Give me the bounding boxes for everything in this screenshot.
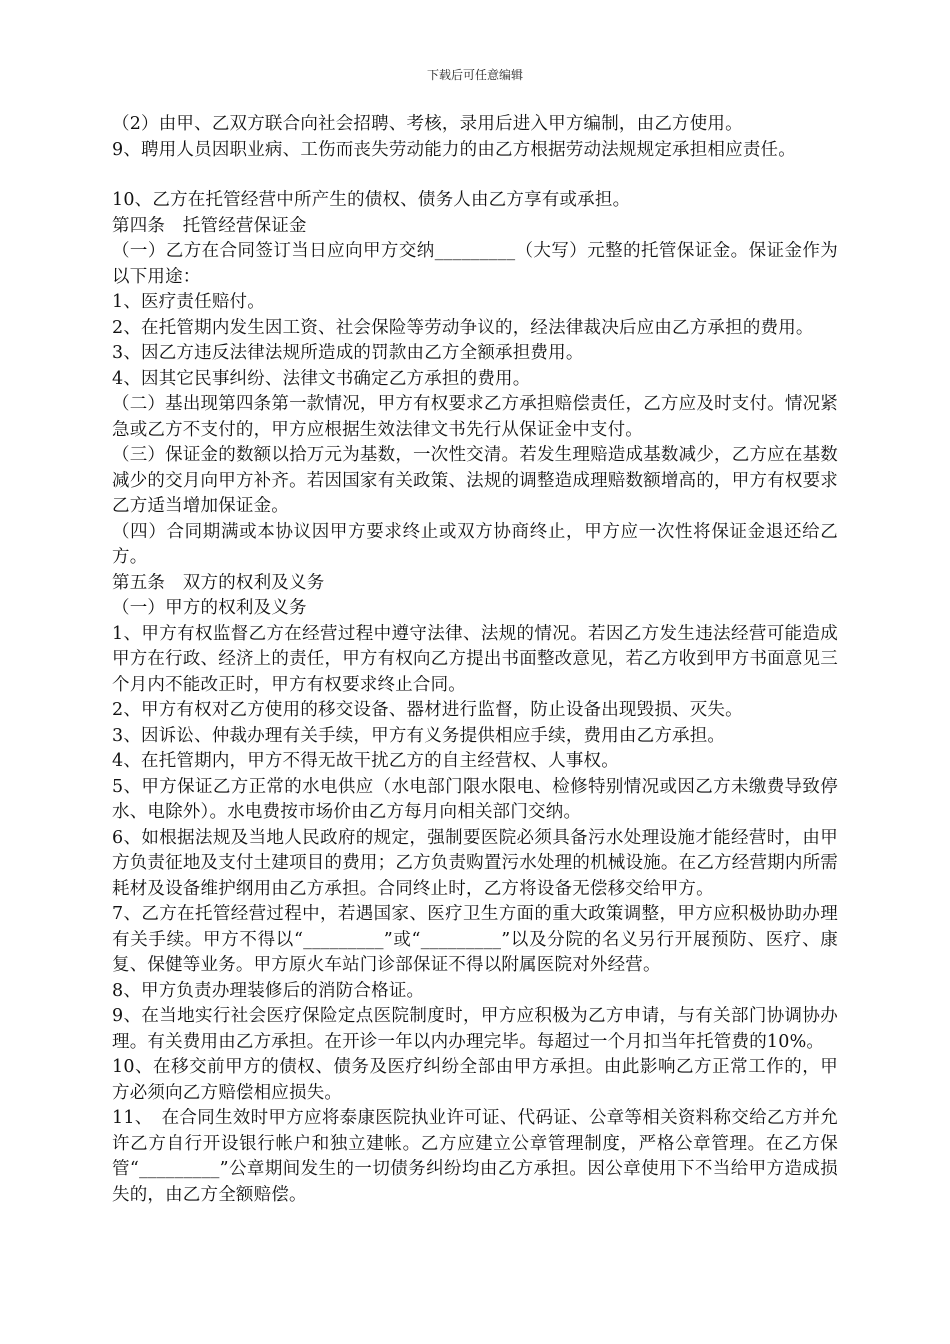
list-item: 11、 在合同生效时甲方应将泰康医院执业许可证、代码证、公章等相关资料称交给乙方并允许乙方自行开设银行帐户和独立建帐。乙方应建立公章管理制度，严格公章管理。在乙方保管“_________”公章期间发生的一切债务纠纷均由乙方承担。因公章使用下不当给甲方造成损失的，由乙方全额赔偿。 — [112, 1108, 838, 1205]
document-body — [112, 112, 838, 1208]
paragraph: 10、乙方在托管经营中所产生的债权、债务人由乙方享有或承担。 — [112, 190, 631, 210]
paragraph: （二）基出现第四条第一款情况，甲方有权要求乙方承担赔偿责任，乙方应及时支付。情况紧急或乙方不支付的，甲方应根据生效法律文书先行从保证金中支付。 — [112, 394, 838, 440]
paragraph: （三）保证金的数额以拾万元为基数，一次性交清。若发生理赔造成基数减少，乙方应在基数减少的交月向甲方补齐。若因国家有关政策、法规的调整造成理赔数额增高的，甲方有权要求乙方适当增加保证金。 — [112, 445, 838, 516]
list-item: 2、在托管期内发生因工资、社会保险等劳动争议的，经法律裁决后应由乙方承担的费用。 — [112, 317, 814, 338]
list-item: 4、在托管期内，甲方不得无故干扰乙方的自主经营权、人事权。 — [112, 751, 619, 771]
list-item: 1、医疗责任赔付。 — [112, 292, 265, 312]
paragraph: （一）乙方在合同签订当日应向甲方交纳_________（大写）元整的托管保证金。保证金作为以下用途： — [112, 241, 838, 287]
paragraph: （2）由甲、乙双方联合向社会招聘、考核，录用后进入甲方编制，由乙方使用。 — [112, 114, 743, 134]
section-heading: 第四条 托管经营保证金 — [112, 215, 307, 236]
paragraph: （四）合同期满或本协议因甲方要求终止或双方协商终止，甲方应一次性将保证金退还给乙方。 — [112, 521, 838, 567]
list-item: 10、在移交前甲方的债权、债务及医疗纠纷全部由甲方承担。由此影响乙方正常工作的，甲方必须向乙方赔偿相应损失。 — [112, 1057, 838, 1103]
subsection-heading: （一）甲方的权利及义务 — [112, 598, 307, 618]
list-item: 8、甲方负责办理装修后的消防合格证。 — [112, 980, 425, 1001]
list-item: 3、因乙方违反法律法规所造成的罚款由乙方全额承担费用。 — [112, 343, 584, 363]
list-item: 6、如根据法规及当地人民政府的规定，强制要医院必须具备污水处理设施才能经营时，由甲方负责征地及支付土建项目的费用；乙方负责购置污水处理的机械设施。在乙方经营期内所需耗材及设备维护纲用由乙方承担。合同终止时，乙方将设备无偿移交给甲方。 — [112, 827, 838, 899]
list-item: 9、在当地实行社会医疗保险定点医院制度时，甲方应积极为乙方申请，与有关部门协调协办理。有关费用由乙方承担。在开诊一年以内办理完毕。每超过一个月扣当年托管费的10%。 — [112, 1006, 838, 1052]
list-item: 2、甲方有权对乙方使用的移交设备、器材进行监督，防止设备出现毁损、灭失。 — [112, 700, 743, 720]
list-item: 7、乙方在托管经营过程中，若遇国家、医疗卫生方面的重大政策调整，甲方应积极协助办理有关手续。甲方不得以“_________”或“_________”以及分院的名义另行开展预防、医疗、康复、保健等业务。甲方原火车站门诊部保证不得以附属医院对外经营。 — [112, 904, 838, 975]
list-item: 3、因诉讼、仲裁办理有关手续，甲方有义务提供相应手续，费用由乙方承担。 — [112, 725, 726, 746]
section-heading: 第五条 双方的权利及义务 — [112, 572, 325, 593]
list-item: 4、因其它民事纠纷、法律文书确定乙方承担的费用。 — [112, 368, 531, 389]
page-header: 下载后可任意编辑 — [426, 68, 523, 82]
paragraph: 9、聘用人员因职业病、工伤而丧失劳动能力的由乙方根据劳动法规规定承担相应责任。 — [112, 139, 796, 160]
list-item: 1、甲方有权监督乙方在经营过程中遵守法律、法规的情况。若因乙方发生违法经营可能造成甲方在行政、经济上的责任，甲方有权向乙方提出书面整改意见，若乙方收到甲方书面意见三个月内不能改正时，甲方有权要求终止合同。 — [112, 623, 838, 695]
list-item: 5、甲方保证乙方正常的水电供应（水电部门限水限电、检修特别情况或因乙方未缴费导致停水、电除外）。水电费按市场价由乙方每月向相关部门交纳。 — [112, 776, 838, 822]
